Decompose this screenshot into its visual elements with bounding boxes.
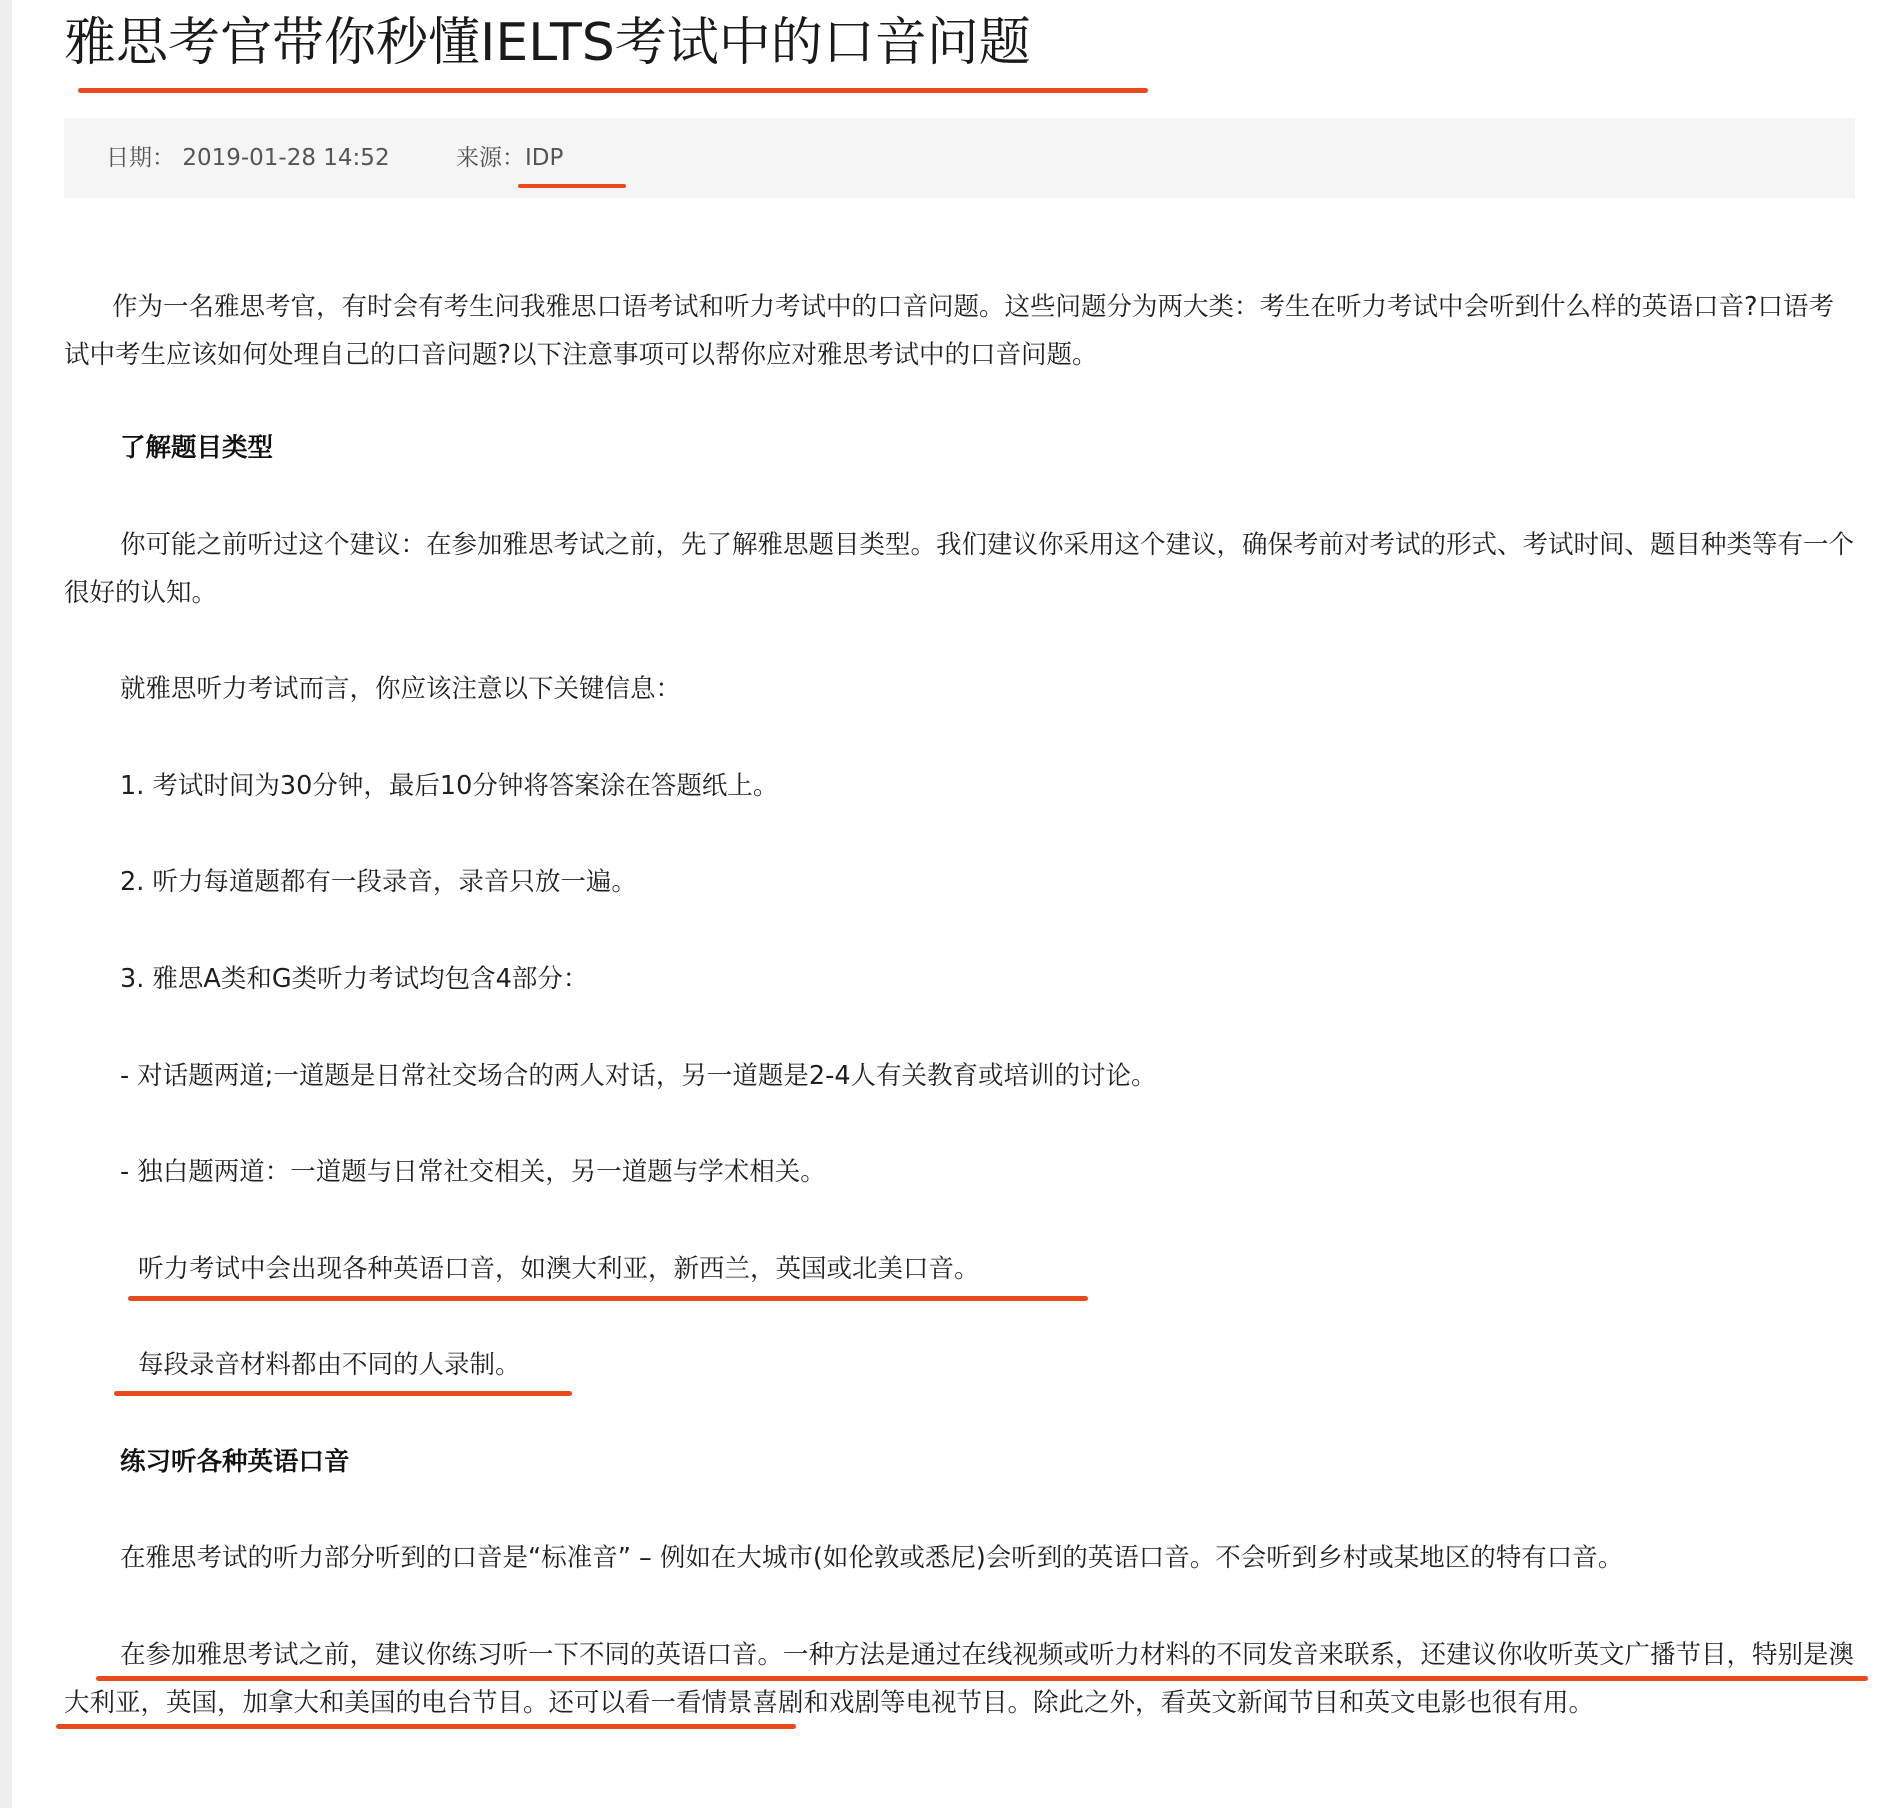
- practice-paragraph: 在参加雅思考试之前，建议你练习听一下不同的英语口音。一种方法是通过在线视频或听力材料的不同发音来联系，还建议你收听英文广播节目，特别是澳大利亚，英国，加拿大和美国的电台节目。还可以看一看情景喜剧和戏剧等电视节目。除此之外，看英文新闻节目和英文电影也很有用。: [64, 1640, 1855, 1718]
- practice-underline-annotation-line2: [56, 1724, 796, 1729]
- article-meta-bar: [64, 118, 1855, 198]
- section-heading-practice-accents: 练习听各种英语口音: [120, 1447, 350, 1477]
- bullet-dialogue: - 对话题两道;一道题是日常社交场合的两人对话，另一道题是2-4人有关教育或培训的讨论。: [120, 1061, 1157, 1091]
- title-underline-annotation: [78, 88, 1148, 93]
- advice-paragraph: 你可能之前听过这个建议：在参加雅思考试之前，先了解雅思题目类型。我们建议你采用这个建议，确保考前对考试的形式、考试时间、题目种类等有一个很好的认知。: [64, 530, 1855, 608]
- list-item-1: 1. 考试时间为30分钟，最后10分钟将答案涂在答题纸上。: [120, 771, 779, 801]
- section-heading-question-types: 了解题目类型: [120, 433, 274, 463]
- page-left-edge: [0, 0, 12, 1808]
- article-title: 雅思考官带你秒懂IELTS考试中的口音问题: [64, 13, 1031, 73]
- intro-paragraph: 作为一名雅思考官，有时会有考生问我雅思口语考试和听力考试中的口音问题。这些问题分为两大类：考生在听力考试中会听到什么样的英语口音?口语考试中考生应该如何处理自己的口音问题?以下注意事项可以帮你应对雅思考试中的口音问题。: [64, 292, 1835, 370]
- source-label: 来源：: [456, 145, 525, 171]
- source-value: IDP: [525, 145, 564, 171]
- listening-key-info-intro: 就雅思听力考试而言，你应该注意以下关键信息：: [120, 674, 682, 704]
- source-meta: [456, 144, 563, 172]
- recording-note-underline-annotation: [114, 1391, 572, 1396]
- accent-note: 听力考试中会出现各种英语口音，如澳大利亚，新西兰，英国或北美口音。: [138, 1254, 980, 1284]
- list-item-3: 3. 雅思A类和G类听力考试均包含4部分：: [120, 964, 589, 994]
- accent-note-underline-annotation: [128, 1296, 1088, 1301]
- standard-accent-paragraph: 在雅思考试的听力部分听到的口音是“标准音” – 例如在大城市(如伦敦或悉尼)会听到的英语口音。不会听到乡村或某地区的特有口音。: [120, 1543, 1624, 1573]
- date-meta: [106, 144, 390, 172]
- bullet-monologue: - 独白题两道：一道题与日常社交相关，另一道题与学术相关。: [120, 1157, 826, 1187]
- date-value: 2019-01-28 14:52: [182, 145, 390, 171]
- recording-note: 每段录音材料都由不同的人录制。: [138, 1350, 521, 1380]
- practice-underline-annotation-line1: [96, 1676, 1868, 1681]
- list-item-2: 2. 听力每道题都有一段录音，录音只放一遍。: [120, 867, 637, 897]
- source-underline-annotation: [518, 184, 626, 188]
- date-label: 日期：: [106, 145, 175, 171]
